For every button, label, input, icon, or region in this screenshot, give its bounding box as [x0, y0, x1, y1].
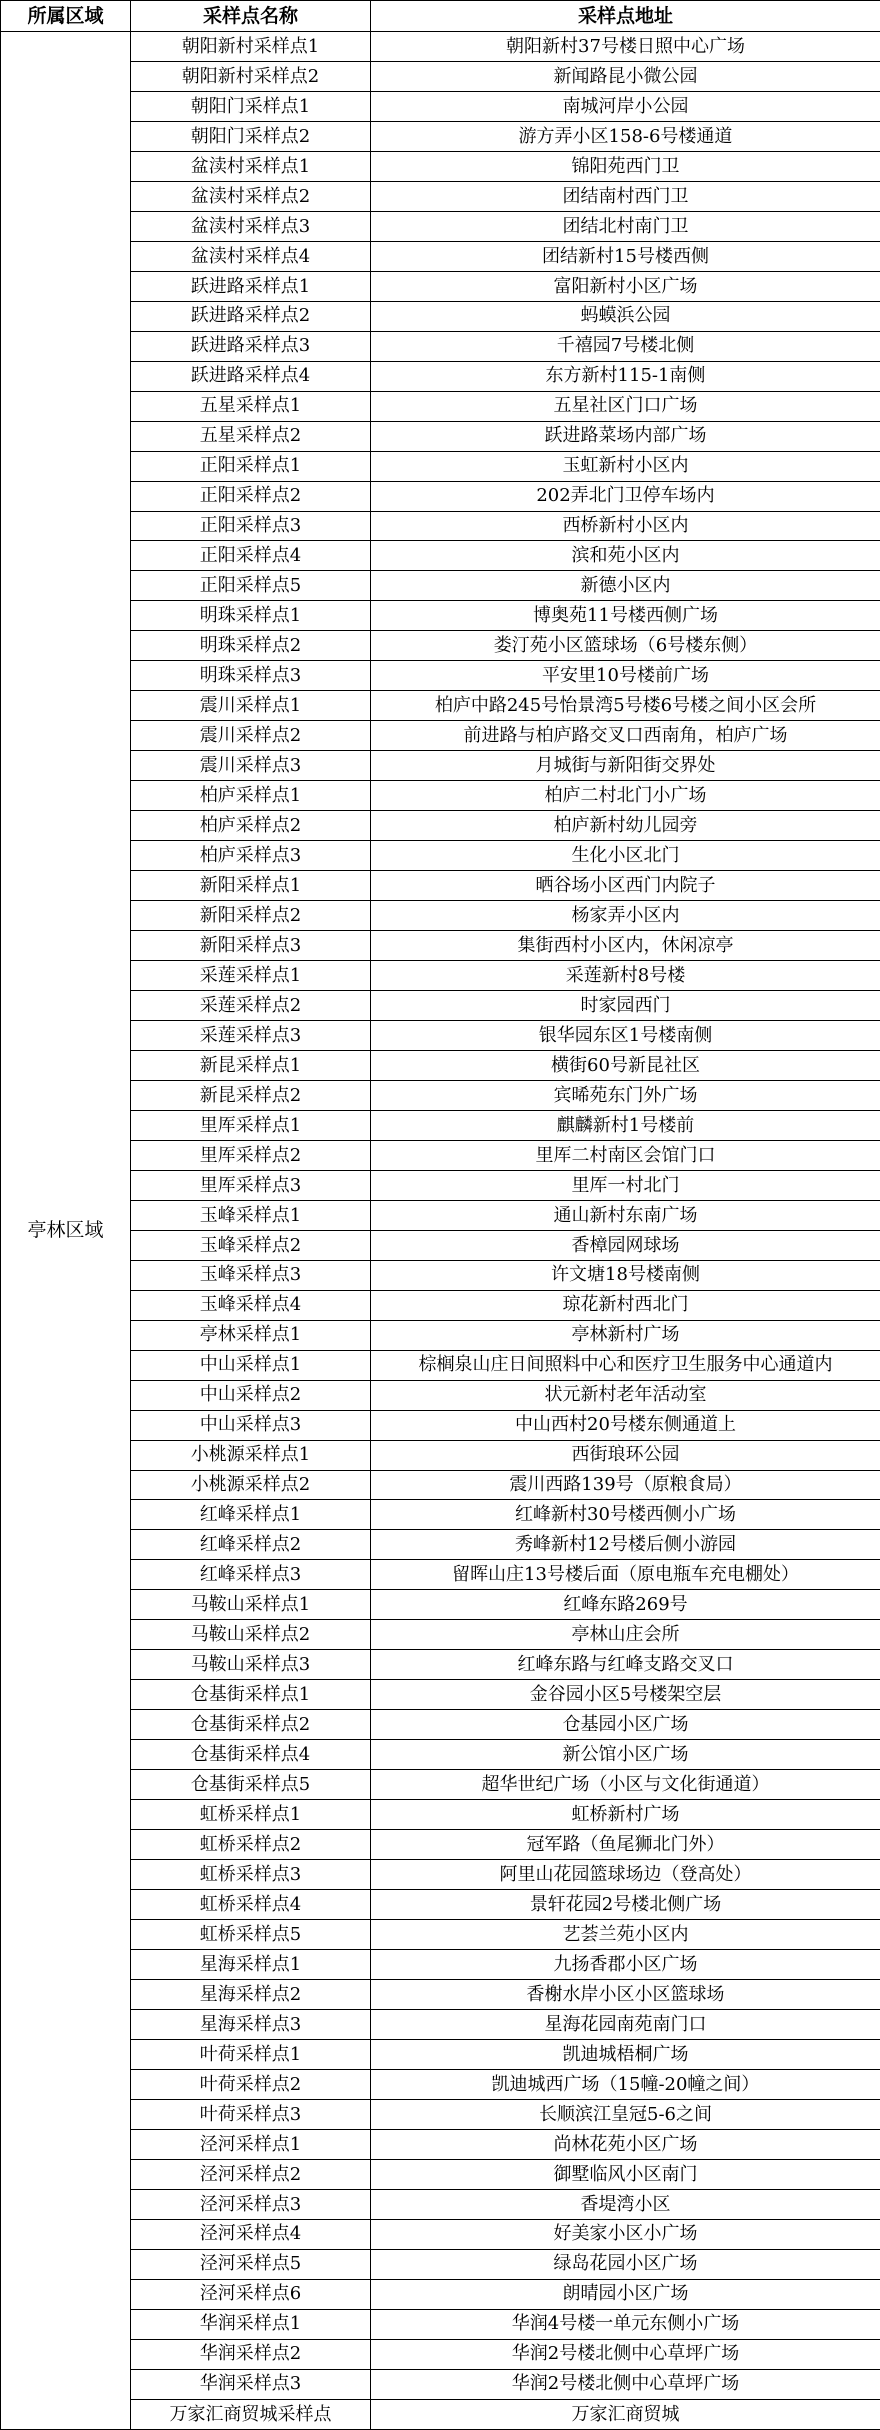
table-row: [1, 1080, 880, 1110]
table-row: [1, 211, 880, 241]
sample-point-address-cell: 新闻路昆小微公园: [371, 61, 880, 91]
table-row: [1, 361, 880, 391]
table-row: [1, 541, 880, 571]
sample-point-address-cell: 留晖山庄13号楼后面（原电瓶车充电棚处）: [371, 1560, 880, 1590]
sample-point-name-cell: 玉峰采样点2: [131, 1230, 371, 1260]
sample-point-name-cell: 震川采样点2: [131, 721, 371, 751]
sample-point-address-cell: 华润2号楼北侧中心草坪广场: [371, 2339, 880, 2369]
sample-point-address-cell: 凯迪城梧桐广场: [371, 2039, 880, 2069]
sample-point-address-cell: 西桥新村小区内: [371, 511, 880, 541]
sample-point-address-cell: 南城河岸小公园: [371, 91, 880, 121]
sample-point-name-cell: 华润采样点2: [131, 2339, 371, 2369]
table-row: [1, 1110, 880, 1140]
sample-point-name-cell: 朝阳新村采样点1: [131, 32, 371, 62]
sample-point-name-cell: 正阳采样点3: [131, 511, 371, 541]
sample-point-address-cell: 银华园东区1号楼南侧: [371, 1020, 880, 1050]
sample-point-name-cell: 朝阳门采样点1: [131, 91, 371, 121]
table-row: [1, 1320, 880, 1350]
sample-point-name-cell: 中山采样点1: [131, 1350, 371, 1380]
table-row: [1, 1140, 880, 1170]
table-row: [1, 121, 880, 151]
table-row: [1, 661, 880, 691]
sample-point-address-cell: 千禧园7号楼北侧: [371, 331, 880, 361]
sample-point-name-cell: 朝阳新村采样点2: [131, 61, 371, 91]
sample-point-name-cell: 跃进路采样点4: [131, 361, 371, 391]
table-row: [1, 1410, 880, 1440]
sample-point-name-cell: 跃进路采样点3: [131, 331, 371, 361]
sample-point-name-cell: 虹桥采样点2: [131, 1830, 371, 1860]
sample-point-name-cell: 明珠采样点2: [131, 631, 371, 661]
sample-point-name-cell: 亭林采样点1: [131, 1320, 371, 1350]
table-row: [1, 1290, 880, 1320]
sample-point-address-cell: 星海花园南苑南门口: [371, 2009, 880, 2039]
table-row: [1, 301, 880, 331]
table-row: [1, 1590, 880, 1620]
sample-point-name-cell: 采莲采样点2: [131, 991, 371, 1021]
sample-point-name-cell: 新阳采样点1: [131, 871, 371, 901]
table-row: [1, 241, 880, 271]
sample-point-address-cell: 柏庐中路245号怡景湾5号楼6号楼之间小区会所: [371, 691, 880, 721]
sample-point-address-cell: 博奥苑11号楼西侧广场: [371, 601, 880, 631]
table-row: [1, 2219, 880, 2249]
sample-point-name-cell: 星海采样点3: [131, 2009, 371, 2039]
sample-point-address-cell: 御墅临风小区南门: [371, 2159, 880, 2189]
table-header-row: [1, 1, 880, 32]
sample-point-address-cell: 晒谷场小区西门内院子: [371, 871, 880, 901]
sample-point-address-cell: 娄汀苑小区篮球场（6号楼东侧）: [371, 631, 880, 661]
sample-point-address-cell: 横街60号新昆社区: [371, 1050, 880, 1080]
sample-point-address-cell: 朗晴园小区广场: [371, 2279, 880, 2309]
sample-point-name-cell: 仓基街采样点4: [131, 1740, 371, 1770]
sample-point-address-cell: 中山西村20号楼东侧通道上: [371, 1410, 880, 1440]
sample-point-address-cell: 景轩花园2号楼北侧广场: [371, 1890, 880, 1920]
sample-point-name-cell: 正阳采样点4: [131, 541, 371, 571]
sample-point-name-cell: 玉峰采样点1: [131, 1200, 371, 1230]
sample-point-name-cell: 叶荷采样点3: [131, 2099, 371, 2129]
sample-point-address-cell: 超华世纪广场（小区与文化街通道）: [371, 1770, 880, 1800]
sample-point-address-cell: 时家园西门: [371, 991, 880, 1021]
table-row: [1, 2399, 880, 2429]
sample-point-address-cell: 香堤湾小区: [371, 2189, 880, 2219]
table-row: [1, 571, 880, 601]
sample-point-name-cell: 五星采样点1: [131, 391, 371, 421]
sample-point-name-cell: 仓基街采样点5: [131, 1770, 371, 1800]
sample-point-address-cell: 长顺滨江皇冠5-6之间: [371, 2099, 880, 2129]
sample-point-name-cell: 虹桥采样点3: [131, 1860, 371, 1890]
table-row: [1, 391, 880, 421]
table-row: [1, 1200, 880, 1230]
sample-point-name-cell: 马鞍山采样点1: [131, 1590, 371, 1620]
sample-point-name-cell: 泾河采样点3: [131, 2189, 371, 2219]
table-row: [1, 1710, 880, 1740]
sample-point-name-cell: 泾河采样点5: [131, 2249, 371, 2279]
table-row: [1, 1170, 880, 1200]
sample-point-address-cell: 绿岛花园小区广场: [371, 2249, 880, 2279]
sample-point-address-cell: 蚂蟆浜公园: [371, 301, 880, 331]
table-row: [1, 601, 880, 631]
area-cell: 亭林区域: [1, 32, 131, 2430]
table-row: [1, 691, 880, 721]
table-row: [1, 1530, 880, 1560]
sample-point-address-cell: 团结北村南门卫: [371, 211, 880, 241]
sample-point-address-cell: 尚林花苑小区广场: [371, 2129, 880, 2159]
sample-point-name-cell: 五星采样点2: [131, 421, 371, 451]
sample-point-name-cell: 华润采样点3: [131, 2369, 371, 2399]
table-row: [1, 2039, 880, 2069]
sample-point-address-cell: 红峰新村30号楼西侧小广场: [371, 1500, 880, 1530]
sample-point-name-cell: 仓基街采样点2: [131, 1710, 371, 1740]
sample-point-name-cell: 跃进路采样点2: [131, 301, 371, 331]
sample-point-name-cell: 新阳采样点2: [131, 901, 371, 931]
table-row: [1, 1830, 880, 1860]
table-row: [1, 481, 880, 511]
table-row: [1, 1800, 880, 1830]
sample-point-address-cell: 仓基园小区广场: [371, 1710, 880, 1740]
sample-point-name-cell: 虹桥采样点1: [131, 1800, 371, 1830]
sample-point-address-cell: 秀峰新村12号楼后侧小游园: [371, 1530, 880, 1560]
table-row: [1, 811, 880, 841]
sample-point-address-cell: 万家汇商贸城: [371, 2399, 880, 2429]
sample-point-address-cell: 震川西路139号（原粮食局）: [371, 1470, 880, 1500]
sample-point-name-cell: 新阳采样点3: [131, 931, 371, 961]
table-row: [1, 871, 880, 901]
sample-point-address-cell: 棕榈泉山庄日间照料中心和医疗卫生服务中心通道内: [371, 1350, 880, 1380]
sample-point-address-cell: 香樟园网球场: [371, 1230, 880, 1260]
sample-point-address-cell: 香榭水岸小区小区篮球场: [371, 1979, 880, 2009]
table-row: [1, 1020, 880, 1050]
table-row: [1, 1890, 880, 1920]
table-row: [1, 1440, 880, 1470]
table-row: [1, 1620, 880, 1650]
sample-point-address-cell: 九扬香郡小区广场: [371, 1950, 880, 1980]
sample-point-address-cell: 红峰东路与红峰支路交叉口: [371, 1650, 880, 1680]
table-row: [1, 2309, 880, 2339]
table-row: [1, 931, 880, 961]
sample-point-address-cell: 柏庐新村幼儿园旁: [371, 811, 880, 841]
sample-point-address-cell: 华润4号楼一单元东侧小广场: [371, 2309, 880, 2339]
sample-point-name-cell: 盆渎村采样点1: [131, 151, 371, 181]
sample-point-name-cell: 小桃源采样点1: [131, 1440, 371, 1470]
sample-point-name-cell: 正阳采样点2: [131, 481, 371, 511]
table-row: [1, 1050, 880, 1080]
sample-point-address-cell: 朝阳新村37号楼日照中心广场: [371, 32, 880, 62]
table-row: [1, 1230, 880, 1260]
table-row: [1, 1350, 880, 1380]
sample-point-name-cell: 泾河采样点2: [131, 2159, 371, 2189]
table-row: [1, 2009, 880, 2039]
table-row: [1, 1560, 880, 1590]
table-row: [1, 421, 880, 451]
sample-point-address-cell: 东方新村115-1南侧: [371, 361, 880, 391]
sample-point-address-cell: 西街琅环公园: [371, 1440, 880, 1470]
table-row: [1, 1979, 880, 2009]
sample-point-name-cell: 明珠采样点1: [131, 601, 371, 631]
sample-point-name-cell: 马鞍山采样点2: [131, 1620, 371, 1650]
table-row: [1, 1380, 880, 1410]
sample-point-address-cell: 玉虹新村小区内: [371, 451, 880, 481]
table-row: [1, 901, 880, 931]
table-row: [1, 2129, 880, 2159]
sample-point-name-cell: 中山采样点2: [131, 1380, 371, 1410]
sample-point-name-cell: 红峰采样点3: [131, 1560, 371, 1590]
sample-point-address-cell: 锦阳苑西门卫: [371, 151, 880, 181]
table-row: [1, 721, 880, 751]
header-area: 所属区域: [1, 1, 131, 32]
sample-point-address-cell: 凯迪城西广场（15幢-20幢之间）: [371, 2069, 880, 2099]
sample-point-name-cell: 正阳采样点5: [131, 571, 371, 601]
sample-point-name-cell: 马鞍山采样点3: [131, 1650, 371, 1680]
sample-point-address-cell: 里厍一村北门: [371, 1170, 880, 1200]
table-row: [1, 451, 880, 481]
sample-point-name-cell: 泾河采样点4: [131, 2219, 371, 2249]
table-row: [1, 991, 880, 1021]
sample-point-name-cell: 柏庐采样点2: [131, 811, 371, 841]
sample-point-name-cell: 明珠采样点3: [131, 661, 371, 691]
sample-point-name-cell: 里厍采样点1: [131, 1110, 371, 1140]
sample-point-address-cell: 好美家小区小广场: [371, 2219, 880, 2249]
sample-point-name-cell: 泾河采样点1: [131, 2129, 371, 2159]
sample-point-address-cell: 金谷园小区5号楼架空层: [371, 1680, 880, 1710]
sample-point-name-cell: 采莲采样点3: [131, 1020, 371, 1050]
table-row: [1, 1860, 880, 1890]
sample-point-address-cell: 阿里山花园篮球场边（登高处）: [371, 1860, 880, 1890]
sample-point-address-cell: 生化小区北门: [371, 841, 880, 871]
sample-point-name-cell: 万家汇商贸城采样点: [131, 2399, 371, 2429]
sample-point-address-cell: 冠军路（鱼尾狮北门外）: [371, 1830, 880, 1860]
sample-point-name-cell: 红峰采样点1: [131, 1500, 371, 1530]
sample-point-address-cell: 平安里10号楼前广场: [371, 661, 880, 691]
sample-point-name-cell: 华润采样点1: [131, 2309, 371, 2339]
sample-point-name-cell: 红峰采样点2: [131, 1530, 371, 1560]
table-row: [1, 781, 880, 811]
sample-point-address-cell: 团结南村西门卫: [371, 181, 880, 211]
table-row: [1, 1680, 880, 1710]
sample-point-name-cell: 新昆采样点1: [131, 1050, 371, 1080]
sample-point-name-cell: 中山采样点3: [131, 1410, 371, 1440]
sample-point-name-cell: 盆渎村采样点4: [131, 241, 371, 271]
table-row: [1, 631, 880, 661]
sample-point-name-cell: 玉峰采样点3: [131, 1260, 371, 1290]
table-row: [1, 751, 880, 781]
sample-point-name-cell: 震川采样点3: [131, 751, 371, 781]
sample-point-name-cell: 小桃源采样点2: [131, 1470, 371, 1500]
sample-point-address-cell: 红峰东路269号: [371, 1590, 880, 1620]
table-row: [1, 1950, 880, 1980]
sample-point-name-cell: 里厍采样点3: [131, 1170, 371, 1200]
table-row: [1, 1500, 880, 1530]
sample-point-address-cell: 跃进路菜场内部广场: [371, 421, 880, 451]
table-row: [1, 1920, 880, 1950]
sample-point-name-cell: 正阳采样点1: [131, 451, 371, 481]
sample-point-address-cell: 许文塘18号楼南侧: [371, 1260, 880, 1290]
sample-point-address-cell: 新公馆小区广场: [371, 1740, 880, 1770]
sample-point-name-cell: 朝阳门采样点2: [131, 121, 371, 151]
table-row: [1, 151, 880, 181]
table-row: [1, 1260, 880, 1290]
sample-point-address-cell: 杨家弄小区内: [371, 901, 880, 931]
sample-point-address-cell: 虹桥新村广场: [371, 1800, 880, 1830]
table-row: [1, 2339, 880, 2369]
table-body: [1, 32, 880, 2430]
sample-point-address-cell: 采莲新村8号楼: [371, 961, 880, 991]
sample-point-name-cell: 盆渎村采样点2: [131, 181, 371, 211]
table-row: [1, 61, 880, 91]
sample-point-address-cell: 202弄北门卫停车场内: [371, 481, 880, 511]
sample-point-name-cell: 柏庐采样点3: [131, 841, 371, 871]
table-row: [1, 91, 880, 121]
sample-point-name-cell: 星海采样点1: [131, 1950, 371, 1980]
sample-point-name-cell: 仓基街采样点1: [131, 1680, 371, 1710]
table-row: [1, 181, 880, 211]
sample-point-name-cell: 盆渎村采样点3: [131, 211, 371, 241]
header-sample-point-name: 采样点名称: [131, 1, 371, 32]
sample-point-address-cell: 亭林山庄会所: [371, 1620, 880, 1650]
sample-point-address-cell: 前进路与柏庐路交叉口西南角，柏庐广场: [371, 721, 880, 751]
table-row: [1, 841, 880, 871]
sample-point-address-cell: 五星社区门口广场: [371, 391, 880, 421]
sample-point-address-cell: 状元新村老年活动室: [371, 1380, 880, 1410]
sample-point-address-cell: 游方弄小区158-6号楼通道: [371, 121, 880, 151]
table-row: [1, 331, 880, 361]
sample-point-address-cell: 柏庐二村北门小广场: [371, 781, 880, 811]
table-row: [1, 32, 880, 62]
sample-point-name-cell: 叶荷采样点1: [131, 2039, 371, 2069]
table-row: [1, 2249, 880, 2279]
sample-point-name-cell: 泾河采样点6: [131, 2279, 371, 2309]
table-row: [1, 961, 880, 991]
sample-point-address-cell: 宾晞苑东门外广场: [371, 1080, 880, 1110]
sample-point-name-cell: 星海采样点2: [131, 1979, 371, 2009]
table-row: [1, 2189, 880, 2219]
sample-point-address-cell: 里厍二村南区会馆门口: [371, 1140, 880, 1170]
sample-point-address-cell: 艺荟兰苑小区内: [371, 1920, 880, 1950]
sample-point-address-cell: 月城街与新阳街交界处: [371, 751, 880, 781]
sample-point-name-cell: 跃进路采样点1: [131, 271, 371, 301]
header-sample-point-address: 采样点地址: [371, 1, 880, 32]
table-row: [1, 271, 880, 301]
sample-point-name-cell: 柏庐采样点1: [131, 781, 371, 811]
sample-point-name-cell: 玉峰采样点4: [131, 1290, 371, 1320]
table-row: [1, 2069, 880, 2099]
table-row: [1, 2159, 880, 2189]
sample-point-name-cell: 新昆采样点2: [131, 1080, 371, 1110]
table-row: [1, 1740, 880, 1770]
table-row: [1, 1650, 880, 1680]
sample-point-address-cell: 新德小区内: [371, 571, 880, 601]
sample-point-name-cell: 震川采样点1: [131, 691, 371, 721]
sample-point-address-cell: 麒麟新村1号楼前: [371, 1110, 880, 1140]
sample-point-name-cell: 里厍采样点2: [131, 1140, 371, 1170]
table-row: [1, 1470, 880, 1500]
table-row: [1, 511, 880, 541]
table-row: [1, 2099, 880, 2129]
sample-point-address-cell: 滨和苑小区内: [371, 541, 880, 571]
sample-point-address-cell: 富阳新村小区广场: [371, 271, 880, 301]
sample-point-name-cell: 虹桥采样点4: [131, 1890, 371, 1920]
sample-point-address-cell: 集街西村小区内，休闲凉亭: [371, 931, 880, 961]
sample-point-name-cell: 虹桥采样点5: [131, 1920, 371, 1950]
sample-point-address-cell: 通山新村东南广场: [371, 1200, 880, 1230]
sample-point-address-cell: 团结新村15号楼西侧: [371, 241, 880, 271]
sample-point-name-cell: 采莲采样点1: [131, 961, 371, 991]
sample-point-address-cell: 亭林新村广场: [371, 1320, 880, 1350]
table-row: [1, 1770, 880, 1800]
sample-point-name-cell: 叶荷采样点2: [131, 2069, 371, 2099]
sample-point-address-cell: 华润2号楼北侧中心草坪广场: [371, 2369, 880, 2399]
table-row: [1, 2279, 880, 2309]
table-row: [1, 2369, 880, 2399]
sample-point-address-cell: 琼花新村西北门: [371, 1290, 880, 1320]
